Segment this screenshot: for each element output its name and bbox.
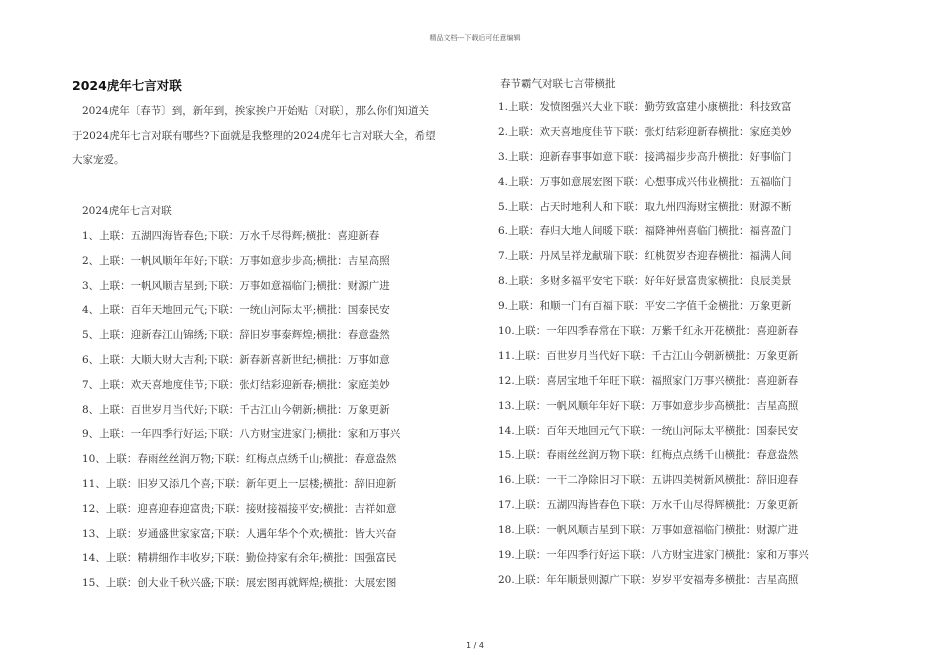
list-item: 16.上联：一干二净除旧习下联：五讲四美树新风横批：辞旧迎春 <box>498 474 799 487</box>
list-item: 19.上联：一年四季行好运下联：八方财宝进家门横批：家和万事兴 <box>498 549 809 562</box>
intro-paragraph <box>72 99 462 173</box>
list-item: 9.上联：和顺一门有百福下联：平安二字值千金横批：万象更新 <box>498 300 792 313</box>
list-item: 7.上联：丹凤呈祥龙献瑞下联：红桃贺岁杏迎春横批：福满人间 <box>498 250 792 263</box>
list-item: 4.上联：万事如意展宏图下联：心想事成兴伟业横批：五福临门 <box>498 175 792 188</box>
list-item: 11.上联：百世岁月当代好下联：千古江山今朝新横批：万象更新 <box>498 349 799 362</box>
list-item: 4、上联：百年天地回元气;下联：一统山河际太平;横批：国泰民安 <box>82 304 390 317</box>
left-section-heading: 2024虎年七言对联 <box>82 205 172 217</box>
list-item: 17.上联：五湖四海皆春色下联：万水千山尽得辉横批：万象更新 <box>498 499 799 512</box>
intro-line-1: 2024虎年〔春节〕到，新年到，挨家挨户开始贴〔对联〕，那么你们知道关 <box>82 105 429 117</box>
list-item: 12、上联：迎喜迎春迎富贵;下联：接财接福接平安;横批：吉祥如意 <box>82 502 397 515</box>
right-section-heading: 春节霸气对联七言带横批 <box>500 78 616 90</box>
list-item: 2.上联：欢天喜地度佳节下联：张灯结彩迎新春横批：家庭美妙 <box>498 125 792 138</box>
list-item: 15、上联：创大业千秋兴盛;下联：展宏图再就辉煌;横批：大展宏图 <box>82 577 397 590</box>
page-header-note: 精品文档---下载后可任意编辑 <box>429 34 521 42</box>
list-item: 8.上联：多财多福平安宅下联：好年好景富贵家横批：良辰美景 <box>498 275 792 288</box>
left-couplet-list <box>82 224 400 596</box>
list-item: 11、上联：旧岁又添几个喜;下联：新年更上一层楼;横批：辞旧迎新 <box>82 477 397 490</box>
list-item: 1、上联：五湖四海皆春色;下联：万水千尽得辉;横批：喜迎新春 <box>82 230 380 242</box>
list-item: 13.上联：一帆风顺年年好下联：万事如意步步高横批：吉星高照 <box>498 399 799 412</box>
list-item: 5、上联：迎新春江山锦绣;下联：辞旧岁事泰辉煌;横批：春意盎然 <box>82 329 390 342</box>
list-item: 3.上联：迎新春事事如意下联：接鸿福步步高升横批：好事临门 <box>498 150 792 163</box>
list-item: 14.上联：百年天地回元气下联：一统山河际太平横批：国泰民安 <box>498 424 799 437</box>
list-item: 6.上联：春归大地人间暖下联：福降神州喜临门横批：福喜盈门 <box>498 225 792 238</box>
document-title: 2024虎年七言对联 <box>72 78 182 93</box>
list-item: 7、上联：欢天喜地度佳节;下联：张灯结彩迎新春;横批：家庭美妙 <box>82 378 390 391</box>
list-item: 10、上联：春雨丝丝润万物;下联：红梅点点绣千山;横批：春意盎然 <box>82 453 397 466</box>
list-item: 15.上联：春雨丝丝润万物下联：红梅点点绣千山横批：春意盎然 <box>498 449 799 462</box>
right-couplet-list <box>498 95 809 593</box>
list-item: 13、上联：岁通盛世家家富;下联：人遇年华个个欢;横批：皆大兴奋 <box>82 527 397 540</box>
page-number: 1 / 4 <box>466 641 484 650</box>
intro-line-2: 于2024虎年七言对联有哪些?下面就是我整理的2024虎年七言对联大全，希望 <box>72 129 436 142</box>
list-item: 14、上联：精耕细作丰收岁;下联：勤俭持家有余年;横批：国强富民 <box>82 552 397 565</box>
list-item: 10.上联：一年四季春常在下联：万紫千红永开花横批：喜迎新春 <box>498 325 799 338</box>
list-item: 18.上联：一帆风顺吉星到下联：万事如意福临门横批：财源广进 <box>498 524 799 537</box>
list-item: 6、上联：大顺大财大吉利;下联：新春新喜新世纪;横批：万事如意 <box>82 353 390 366</box>
intro-line-3: 大家宠爱。 <box>72 154 125 166</box>
list-item: 12.上联：喜居宝地千年旺下联：福照家门万事兴横批：喜迎新春 <box>498 374 799 387</box>
list-item: 1.上联：发愤图强兴大业下联：勤劳致富建小康横批：科技致富 <box>498 101 792 113</box>
list-item: 20.上联：年年顺景则源广下联：岁岁平安福寿多横批：吉星高照 <box>498 573 799 586</box>
list-item: 8、上联：百世岁月当代好;下联：千古江山今朝新;横批：万象更新 <box>82 403 390 416</box>
list-item: 3、上联：一帆风顺吉星到;下联：万事如意福临门;横批：财源广进 <box>82 279 390 292</box>
list-item: 9、上联：一年四季行好运;下联：八方财宝进家门;横批：家和万事兴 <box>82 428 401 441</box>
list-item: 5.上联：占天时地利人和下联：取九州四海财宝横批：财源不断 <box>498 200 792 213</box>
list-item: 2、上联：一帆风顺年年好;下联：万事如意步步高;横批：吉星高照 <box>82 254 390 267</box>
